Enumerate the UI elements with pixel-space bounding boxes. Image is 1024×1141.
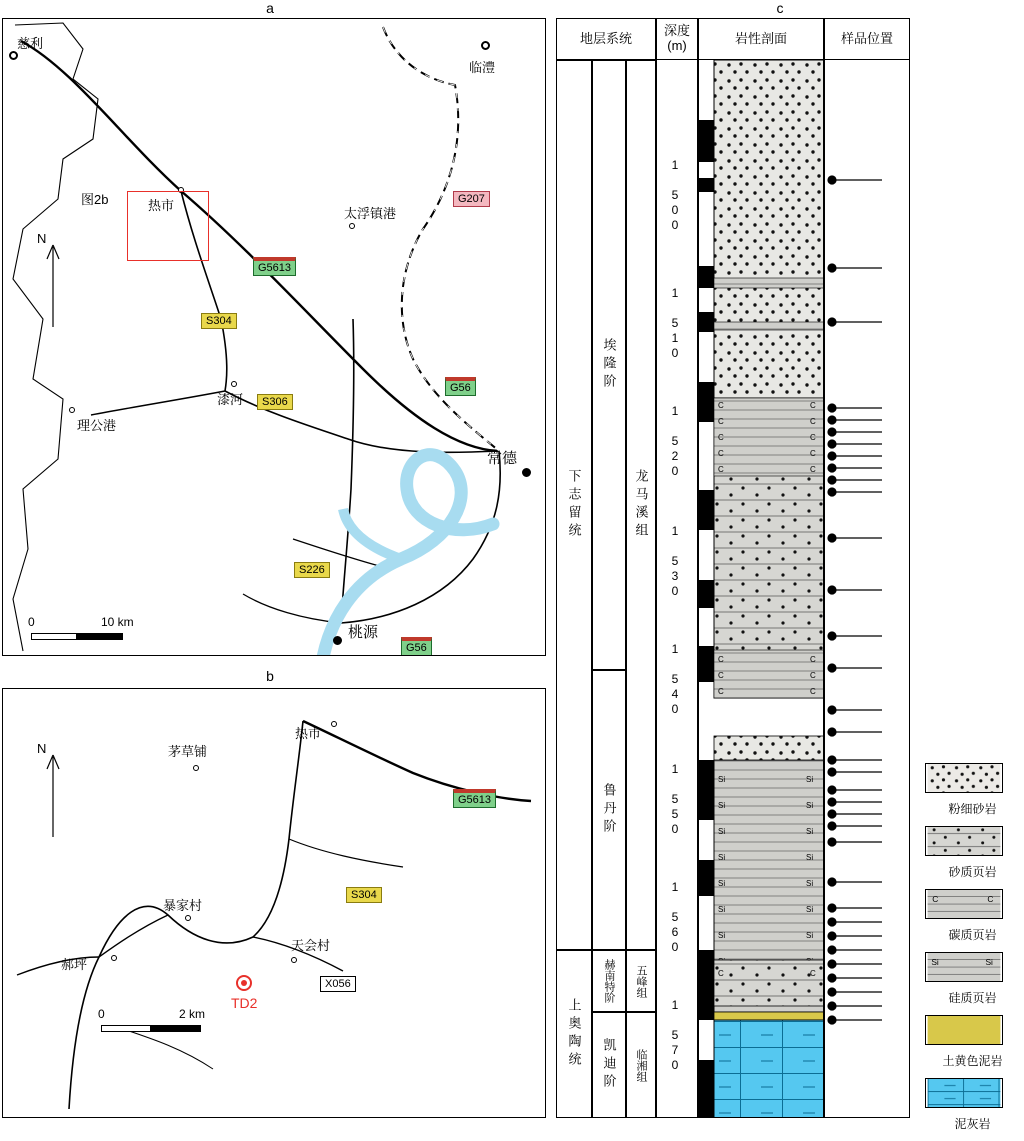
- svg-text:C: C: [810, 417, 816, 426]
- legend-item-carbonaceous-shale: [925, 889, 1020, 943]
- svg-text:C: C: [810, 969, 816, 978]
- town-dot-qihe: [231, 381, 237, 387]
- legend-caption-sandy-shale: 砂质页岩: [948, 865, 997, 879]
- svg-text:Si: Si: [806, 905, 814, 914]
- panel-label-b: b: [266, 668, 274, 684]
- legend-swatch-siliceous-shale: [925, 952, 1003, 982]
- road-label-s226: S226: [294, 562, 330, 578]
- well-label-td2: TD2: [231, 995, 258, 1011]
- header-depth-line2: (m): [667, 38, 687, 53]
- north-label-b: N: [37, 741, 47, 756]
- lithology-log: [698, 60, 824, 1118]
- strata-system-upper-ordovician-label: 上奥陶统: [566, 998, 582, 1070]
- town-dot-taifuzhengang: [349, 223, 355, 229]
- legend-item-marl: [925, 1078, 1020, 1132]
- svg-text:C: C: [810, 401, 816, 410]
- place-maocaopu: 茅草铺: [168, 744, 208, 759]
- road-label-g5613-b: G5613: [453, 789, 496, 808]
- legend-swatch-sandy-shale: [925, 826, 1003, 856]
- legend-swatch-silty-fine-sandstone: [925, 763, 1003, 793]
- road-label-x056: X056: [320, 976, 356, 992]
- svg-text:C: C: [810, 671, 816, 680]
- inset-annotation: 图2b: [81, 192, 109, 207]
- header-lithology: 岩性剖面: [698, 18, 824, 60]
- legend-caption-yellowish-mudstone: 土黄色泥岩: [942, 1054, 1003, 1068]
- stratigraphic-column: [556, 18, 916, 1118]
- formation-longmaxi-label: 龙马溪组: [633, 469, 649, 541]
- svg-text:C: C: [810, 687, 816, 696]
- place-linli: 临澧: [469, 60, 496, 75]
- legend-swatch-marl: [925, 1078, 1003, 1108]
- scale-bar-b: [98, 1007, 251, 1045]
- svg-text:C: C: [718, 687, 724, 696]
- svg-text:C: C: [810, 449, 816, 458]
- place-baojiacun: 暴家村: [163, 898, 203, 913]
- road-label-g56-south: G56: [401, 637, 432, 656]
- road-label-s304: S304: [201, 313, 237, 329]
- north-arrow-a: [37, 231, 46, 246]
- svg-text:Si: Si: [806, 801, 814, 810]
- svg-text:C: C: [718, 671, 724, 680]
- legend-caption-marl: 泥灰岩: [954, 1117, 991, 1131]
- svg-text:Si: Si: [806, 879, 814, 888]
- inset-box-b: [127, 191, 209, 261]
- svg-text:C: C: [810, 655, 816, 664]
- depth-label-1540: 1 540: [668, 642, 682, 717]
- panel-label-c: c: [776, 0, 784, 16]
- depth-label-1530: 1 530: [668, 524, 682, 599]
- map-panel-a: [2, 18, 546, 656]
- road-label-g207: G207: [453, 191, 490, 207]
- place-reshi-b: 热市: [295, 726, 322, 741]
- svg-text:C: C: [718, 449, 724, 458]
- stage-hirnantian-label: 赫南特阶: [603, 959, 615, 1003]
- svg-text:Si: Si: [806, 931, 814, 940]
- hirnantian-boundary: [556, 950, 656, 951]
- svg-text:C: C: [810, 433, 816, 442]
- place-taoyuan: 桃源: [348, 624, 379, 641]
- map-panel-b: [2, 688, 546, 1118]
- formation-wufeng-label: 五峰组: [635, 964, 647, 998]
- formation-linxiang: [626, 1012, 656, 1118]
- svg-text:C: C: [718, 969, 724, 978]
- svg-text:Si: Si: [718, 905, 726, 914]
- stage-rhuddanian: [592, 670, 626, 950]
- legend-caption-siliceous-shale: 硅质页岩: [948, 991, 997, 1005]
- place-qihe: 漆河: [217, 392, 244, 407]
- svg-text:C: C: [718, 465, 724, 474]
- depth-label-1510: 1 510: [668, 286, 682, 361]
- city-dot-cili: [9, 51, 18, 60]
- scale-zero-b: 0: [98, 1007, 105, 1021]
- city-dot-taoyuan: [333, 636, 342, 645]
- svg-text:C: C: [718, 655, 724, 664]
- scale-zero-a: 0: [28, 615, 35, 629]
- scale-value-b: 2 km: [179, 1007, 206, 1021]
- samples-frame: [824, 60, 910, 1118]
- place-changde: 常德: [487, 450, 518, 467]
- stage-katian-label: 凯迪阶: [601, 1038, 617, 1092]
- svg-text:C: C: [810, 465, 816, 474]
- place-tianhuicun: 天会村: [291, 938, 331, 953]
- depth-label-1570: 1 570: [668, 998, 682, 1073]
- stage-katian: [592, 1012, 626, 1118]
- city-dot-linli: [481, 41, 490, 50]
- svg-text:C: C: [718, 433, 724, 442]
- north-label-a: N: [37, 231, 47, 246]
- map-a-vectors: [3, 19, 545, 655]
- svg-text:Si: Si: [718, 853, 726, 862]
- place-cili: 慈利: [17, 36, 44, 51]
- strata-system-lower-silurian-label: 下志留统: [566, 469, 582, 541]
- stage-aeronian: [592, 60, 626, 670]
- scale-value-a: 10 km: [101, 615, 134, 629]
- north-arrow-b: [37, 741, 46, 756]
- legend-swatch-yellowish-mudstone: [925, 1015, 1003, 1045]
- town-dot-baojiacun: [185, 915, 191, 921]
- legend-item-silty-fine-sandstone: [925, 763, 1020, 817]
- svg-text:Si: Si: [718, 827, 726, 836]
- header-samples: 样品位置: [824, 18, 910, 60]
- svg-text:C: C: [987, 894, 994, 905]
- svg-text:Si: Si: [806, 827, 814, 836]
- header-depth: [656, 18, 698, 60]
- svg-text:Si: Si: [806, 853, 814, 862]
- stage-rhuddanian-label: 鲁丹阶: [601, 783, 617, 837]
- svg-text:C: C: [718, 401, 724, 410]
- stage-hirnantian: [592, 950, 626, 1012]
- formation-linxiang-label: 临湘组: [635, 1048, 647, 1082]
- svg-text:Si: Si: [985, 957, 993, 968]
- svg-text:Si: Si: [931, 957, 939, 968]
- header-depth-line1: 深度: [663, 23, 690, 39]
- stage-aeronian-label: 埃隆阶: [601, 338, 617, 392]
- town-dot-tianhuicun: [291, 957, 297, 963]
- header-strata: 地层系统: [556, 18, 656, 60]
- place-reshi: 热市: [148, 198, 175, 213]
- town-dot-haoping: [111, 955, 117, 961]
- scale-bar-a: [28, 615, 171, 653]
- panel-label-a: a: [266, 0, 274, 16]
- depth-label-1520: 1 520: [668, 404, 682, 479]
- legend-caption-carbonaceous-shale: 碳质页岩: [948, 928, 997, 942]
- city-dot-changde: [522, 468, 531, 477]
- svg-text:C: C: [718, 417, 724, 426]
- strata-system-lower-silurian: [556, 60, 592, 950]
- town-dot-ligonggang: [69, 407, 75, 413]
- town-dot-reshi-b: [331, 721, 337, 727]
- road-label-g56-north: G56: [445, 377, 476, 396]
- depth-label-1550: 1 550: [668, 762, 682, 837]
- depth-label-1560: 1 560: [668, 880, 682, 955]
- place-taifuzhengang: 太浮镇港: [344, 206, 397, 221]
- road-label-s306: S306: [257, 394, 293, 410]
- svg-text:Si: Si: [718, 931, 726, 940]
- svg-text:Si: Si: [718, 801, 726, 810]
- legend-item-yellowish-mudstone: [925, 1015, 1020, 1069]
- depth-label-1500: 1 500: [668, 158, 682, 233]
- formation-wufeng: [626, 950, 656, 1012]
- map-b-vectors: [3, 689, 545, 1117]
- svg-text:C: C: [932, 894, 939, 905]
- legend-item-siliceous-shale: [925, 952, 1020, 1006]
- svg-text:Si: Si: [718, 879, 726, 888]
- well-symbol-td2: [236, 975, 252, 991]
- legend-caption-silty-fine-sandstone: 粉细砂岩: [948, 802, 997, 816]
- legend-item-sandy-shale: [925, 826, 1020, 880]
- road-label-s304-b: S304: [346, 887, 382, 903]
- legend-swatch-carbonaceous-shale: [925, 889, 1003, 919]
- strata-system-upper-ordovician: [556, 950, 592, 1118]
- road-label-g5613: G5613: [253, 257, 296, 276]
- svg-text:Si: Si: [806, 775, 814, 784]
- legend: [925, 745, 1020, 1141]
- place-ligonggang: 理公港: [77, 418, 117, 433]
- place-haoping: 郝坪: [61, 957, 88, 972]
- formation-longmaxi: [626, 60, 656, 950]
- town-dot-maocaopu: [193, 765, 199, 771]
- svg-text:Si: Si: [718, 775, 726, 784]
